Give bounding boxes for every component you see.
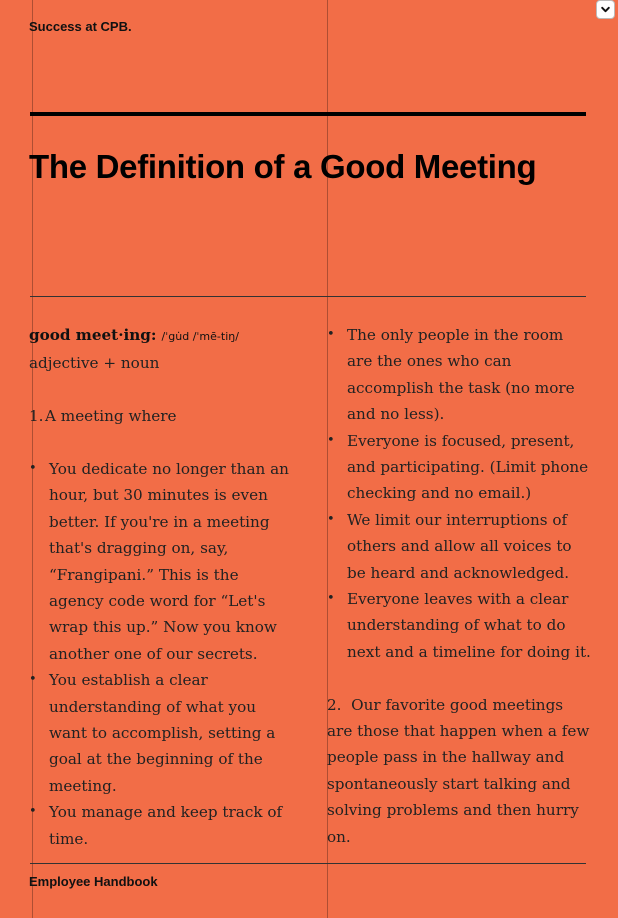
chevron-down-icon: [600, 4, 611, 15]
point-1-number: 1.: [29, 407, 44, 426]
point-2-text: Our favorite good meetings are those that happen when a few people pass in the hallway and spontaneously start talking and solving problems and then hurry on.: [327, 695, 590, 846]
point-1-bullet-list: [29, 456, 291, 852]
left-column: [29, 322, 291, 852]
definition-part-of-speech: adjective + noun: [29, 354, 160, 373]
definition-pronunciation: /ˈgu̇d /ˈmē-tiŋ/: [161, 330, 239, 343]
point-2-paragraph: [327, 692, 592, 850]
definition-headline: [29, 322, 291, 350]
footer-rule: [30, 863, 586, 864]
footer-label: Employee Handbook: [29, 874, 158, 889]
right-column: [327, 322, 592, 850]
title-rule: [30, 112, 586, 116]
bullet-item: • Everyone leaves with a clear understanding of what to do next and a timeline for doing it.: [327, 586, 592, 665]
options-dropdown-button[interactable]: [596, 0, 615, 19]
content-top-rule: [30, 296, 586, 297]
page-title: The Definition of a Good Meeting: [29, 148, 537, 185]
point-1-bullet-list-continued: [327, 322, 592, 665]
point-1-lead: [29, 403, 291, 429]
point-1-lead-text: A meeting where: [45, 407, 177, 426]
bullet-item: • You establish a clear understanding of what you want to accomplish, setting a goal at the beginning of the meeting.: [29, 667, 291, 799]
bullet-item: • The only people in the room are the ones who can accomplish the task (no more and no less).: [327, 322, 592, 428]
bullet-item: • You manage and keep track of time.: [29, 799, 291, 852]
bullet-item: • We limit our interruptions of others and allow all voices to be heard and acknowledged.: [327, 507, 592, 586]
bullet-item: • You dedicate no longer than an hour, but 30 minutes is even better. If you're in a meeting that's dragging on, say, “Frangipani.” This is the agency code word for “Let's wrap this up.” Now you know another one of our secrets.: [29, 456, 291, 667]
brand-label: Success at CPB.: [29, 19, 132, 34]
point-2-number: 2.: [327, 695, 342, 714]
bullet-item: • Everyone is focused, present, and participating. (Limit phone checking and no email.): [327, 428, 592, 507]
definition-headword: good meet·ing:: [29, 326, 157, 344]
